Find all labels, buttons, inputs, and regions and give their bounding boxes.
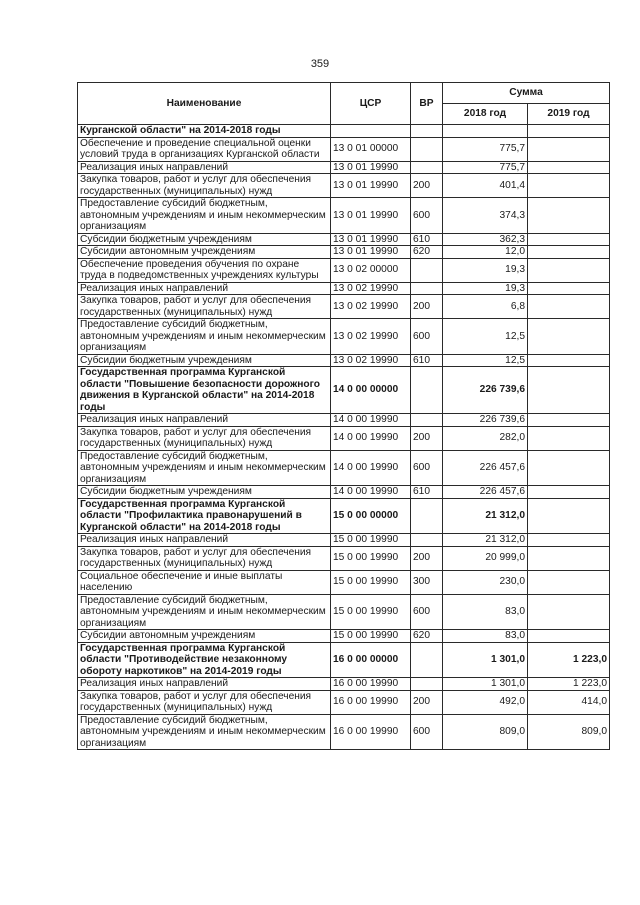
row-name: Субсидии бюджетным учреждениям bbox=[78, 354, 331, 367]
row-amount-2019 bbox=[528, 426, 610, 450]
row-amount-2019 bbox=[528, 594, 610, 630]
row-name: Предоставление субсидий бюджетным, автономным учреждениям и иным некоммерческим организациям bbox=[78, 714, 331, 750]
row-amount-2019 bbox=[528, 137, 610, 161]
row-amount-2018: 401,4 bbox=[443, 174, 528, 198]
row-vr bbox=[411, 161, 443, 174]
row-amount-2019 bbox=[528, 282, 610, 295]
row-vr bbox=[411, 534, 443, 547]
row-name: Социальное обеспечение и иные выплаты населению bbox=[78, 570, 331, 594]
row-csr: 15 0 00 00000 bbox=[331, 498, 411, 534]
table-row bbox=[78, 282, 610, 295]
row-csr: 13 0 02 00000 bbox=[331, 258, 411, 282]
header-year-2018: 2018 год bbox=[443, 104, 528, 125]
row-vr: 600 bbox=[411, 198, 443, 234]
row-amount-2018: 83,0 bbox=[443, 630, 528, 643]
row-csr: 13 0 02 19990 bbox=[331, 295, 411, 319]
row-amount-2018: 492,0 bbox=[443, 690, 528, 714]
row-vr: 200 bbox=[411, 546, 443, 570]
row-vr: 300 bbox=[411, 570, 443, 594]
row-name: Закупка товаров, работ и услуг для обеспечения государственных (муниципальных) нужд bbox=[78, 295, 331, 319]
row-amount-2019 bbox=[528, 161, 610, 174]
row-csr: 13 0 01 19990 bbox=[331, 198, 411, 234]
row-amount-2018: 775,7 bbox=[443, 137, 528, 161]
table-row bbox=[78, 174, 610, 198]
row-amount-2019 bbox=[528, 630, 610, 643]
row-amount-2018: 374,3 bbox=[443, 198, 528, 234]
row-amount-2019 bbox=[528, 125, 610, 138]
row-amount-2018: 1 301,0 bbox=[443, 642, 528, 678]
row-amount-2019 bbox=[528, 534, 610, 547]
row-name: Государственная программа Курганской области "Повышение безопасности дорожного движения в Курганской области" на 2014-2018 годы bbox=[78, 367, 331, 414]
row-name: Государственная программа Курганской области "Противодействие незаконному обороту наркотиков" на 2014-2019 годы bbox=[78, 642, 331, 678]
row-amount-2018: 775,7 bbox=[443, 161, 528, 174]
row-csr: 13 0 01 19990 bbox=[331, 174, 411, 198]
row-csr: 15 0 00 19990 bbox=[331, 546, 411, 570]
table-row bbox=[78, 198, 610, 234]
table-row bbox=[78, 354, 610, 367]
row-amount-2018: 12,0 bbox=[443, 246, 528, 259]
table-row bbox=[78, 642, 610, 678]
row-amount-2018: 230,0 bbox=[443, 570, 528, 594]
row-csr: 13 0 02 19990 bbox=[331, 319, 411, 355]
table-row bbox=[78, 714, 610, 750]
row-csr: 14 0 00 19990 bbox=[331, 414, 411, 427]
table-row bbox=[78, 534, 610, 547]
row-amount-2018: 83,0 bbox=[443, 594, 528, 630]
table-row bbox=[78, 690, 610, 714]
row-name: Реализация иных направлений bbox=[78, 414, 331, 427]
table-row bbox=[78, 125, 610, 138]
table-row bbox=[78, 486, 610, 499]
row-vr: 200 bbox=[411, 295, 443, 319]
row-amount-2019 bbox=[528, 319, 610, 355]
row-vr: 600 bbox=[411, 319, 443, 355]
row-csr: 13 0 02 19990 bbox=[331, 354, 411, 367]
row-amount-2019 bbox=[528, 570, 610, 594]
row-amount-2018: 362,3 bbox=[443, 233, 528, 246]
row-vr bbox=[411, 678, 443, 691]
row-name: Реализация иных направлений bbox=[78, 161, 331, 174]
row-vr: 200 bbox=[411, 174, 443, 198]
row-csr: 16 0 00 19990 bbox=[331, 714, 411, 750]
header-name: Наименование bbox=[78, 83, 331, 125]
row-amount-2019 bbox=[528, 450, 610, 486]
row-name: Субсидии бюджетным учреждениям bbox=[78, 486, 331, 499]
row-csr: 16 0 00 19990 bbox=[331, 678, 411, 691]
row-amount-2018: 21 312,0 bbox=[443, 534, 528, 547]
row-vr: 610 bbox=[411, 233, 443, 246]
table-row bbox=[78, 426, 610, 450]
row-vr: 600 bbox=[411, 450, 443, 486]
row-vr: 620 bbox=[411, 630, 443, 643]
row-name: Обеспечение и проведение специальной оценки условий труда в организациях Курганской области bbox=[78, 137, 331, 161]
table-body bbox=[78, 125, 610, 750]
row-vr: 600 bbox=[411, 714, 443, 750]
row-vr bbox=[411, 498, 443, 534]
row-name: Субсидии автономным учреждениям bbox=[78, 246, 331, 259]
table-header bbox=[78, 83, 610, 125]
row-csr: 15 0 00 19990 bbox=[331, 534, 411, 547]
header-vr: ВР bbox=[411, 83, 443, 125]
row-amount-2018: 226 457,6 bbox=[443, 486, 528, 499]
row-amount-2019 bbox=[528, 367, 610, 414]
row-amount-2018: 226 457,6 bbox=[443, 450, 528, 486]
row-amount-2019 bbox=[528, 233, 610, 246]
row-vr: 200 bbox=[411, 426, 443, 450]
table-row bbox=[78, 630, 610, 643]
table-row bbox=[78, 450, 610, 486]
row-csr: 16 0 00 19990 bbox=[331, 690, 411, 714]
header-year-2019: 2019 год bbox=[528, 104, 610, 125]
table-row bbox=[78, 498, 610, 534]
row-vr bbox=[411, 414, 443, 427]
table-row bbox=[78, 137, 610, 161]
row-vr bbox=[411, 367, 443, 414]
table-row bbox=[78, 367, 610, 414]
row-amount-2019 bbox=[528, 246, 610, 259]
table-row bbox=[78, 233, 610, 246]
row-name: Закупка товаров, работ и услуг для обеспечения государственных (муниципальных) нужд bbox=[78, 174, 331, 198]
table-row bbox=[78, 246, 610, 259]
row-name: Реализация иных направлений bbox=[78, 282, 331, 295]
row-csr: 15 0 00 19990 bbox=[331, 594, 411, 630]
row-amount-2019: 809,0 bbox=[528, 714, 610, 750]
row-amount-2019 bbox=[528, 546, 610, 570]
row-amount-2019 bbox=[528, 174, 610, 198]
row-csr: 16 0 00 00000 bbox=[331, 642, 411, 678]
row-vr bbox=[411, 137, 443, 161]
row-name: Предоставление субсидий бюджетным, автономным учреждениям и иным некоммерческим организациям bbox=[78, 319, 331, 355]
row-amount-2018: 19,3 bbox=[443, 258, 528, 282]
row-amount-2019 bbox=[528, 258, 610, 282]
row-amount-2019: 1 223,0 bbox=[528, 642, 610, 678]
row-csr: 13 0 01 19990 bbox=[331, 161, 411, 174]
row-csr: 15 0 00 19990 bbox=[331, 570, 411, 594]
row-amount-2018: 6,8 bbox=[443, 295, 528, 319]
row-vr: 610 bbox=[411, 354, 443, 367]
table-row bbox=[78, 319, 610, 355]
row-name: Предоставление субсидий бюджетным, автономным учреждениям и иным некоммерческим организациям bbox=[78, 594, 331, 630]
row-name: Закупка товаров, работ и услуг для обеспечения государственных (муниципальных) нужд bbox=[78, 426, 331, 450]
table-row bbox=[78, 258, 610, 282]
table-row bbox=[78, 546, 610, 570]
row-vr: 620 bbox=[411, 246, 443, 259]
row-vr bbox=[411, 642, 443, 678]
table-row bbox=[78, 570, 610, 594]
row-name: Предоставление субсидий бюджетным, автономным учреждениям и иным некоммерческим организациям bbox=[78, 198, 331, 234]
row-name: Закупка товаров, работ и услуг для обеспечения государственных (муниципальных) нужд bbox=[78, 690, 331, 714]
row-amount-2018 bbox=[443, 125, 528, 138]
header-csr: ЦСР bbox=[331, 83, 411, 125]
row-amount-2018: 19,3 bbox=[443, 282, 528, 295]
page-number: 359 bbox=[310, 58, 330, 70]
row-name: Субсидии бюджетным учреждениям bbox=[78, 233, 331, 246]
row-vr bbox=[411, 258, 443, 282]
row-amount-2018: 282,0 bbox=[443, 426, 528, 450]
table-row bbox=[78, 414, 610, 427]
row-amount-2019 bbox=[528, 414, 610, 427]
row-amount-2018: 226 739,6 bbox=[443, 414, 528, 427]
table-row bbox=[78, 161, 610, 174]
row-csr: 13 0 02 19990 bbox=[331, 282, 411, 295]
row-name: Субсидии автономным учреждениям bbox=[78, 630, 331, 643]
row-name: Закупка товаров, работ и услуг для обеспечения государственных (муниципальных) нужд bbox=[78, 546, 331, 570]
row-csr: 14 0 00 19990 bbox=[331, 426, 411, 450]
header-sum: Сумма bbox=[443, 83, 610, 104]
row-amount-2018: 809,0 bbox=[443, 714, 528, 750]
row-amount-2018: 20 999,0 bbox=[443, 546, 528, 570]
row-name: Обеспечение проведения обучения по охране труда в подведомственных учреждениях культуры bbox=[78, 258, 331, 282]
row-amount-2019 bbox=[528, 498, 610, 534]
row-name: Государственная программа Курганской области "Профилактика правонарушений в Курганской области" на 2014-2018 годы bbox=[78, 498, 331, 534]
row-amount-2018: 226 739,6 bbox=[443, 367, 528, 414]
row-amount-2018: 12,5 bbox=[443, 319, 528, 355]
row-amount-2019 bbox=[528, 486, 610, 499]
row-csr: 13 0 01 19990 bbox=[331, 233, 411, 246]
table-row bbox=[78, 594, 610, 630]
row-amount-2019 bbox=[528, 354, 610, 367]
budget-table bbox=[77, 82, 610, 750]
row-csr: 14 0 00 19990 bbox=[331, 450, 411, 486]
row-amount-2019: 1 223,0 bbox=[528, 678, 610, 691]
row-amount-2019 bbox=[528, 198, 610, 234]
row-vr: 600 bbox=[411, 594, 443, 630]
row-vr: 610 bbox=[411, 486, 443, 499]
row-amount-2018: 12,5 bbox=[443, 354, 528, 367]
row-name: Реализация иных направлений bbox=[78, 678, 331, 691]
row-vr bbox=[411, 282, 443, 295]
row-csr: 13 0 01 19990 bbox=[331, 246, 411, 259]
row-amount-2019: 414,0 bbox=[528, 690, 610, 714]
table-row bbox=[78, 678, 610, 691]
row-csr bbox=[331, 125, 411, 138]
row-amount-2018: 21 312,0 bbox=[443, 498, 528, 534]
row-amount-2019 bbox=[528, 295, 610, 319]
row-amount-2018: 1 301,0 bbox=[443, 678, 528, 691]
row-csr: 14 0 00 00000 bbox=[331, 367, 411, 414]
table-row bbox=[78, 295, 610, 319]
row-vr: 200 bbox=[411, 690, 443, 714]
row-name: Предоставление субсидий бюджетным, автономным учреждениям и иным некоммерческим организациям bbox=[78, 450, 331, 486]
row-csr: 14 0 00 19990 bbox=[331, 486, 411, 499]
row-csr: 15 0 00 19990 bbox=[331, 630, 411, 643]
row-vr bbox=[411, 125, 443, 138]
row-name: Курганской области" на 2014-2018 годы bbox=[78, 125, 331, 138]
row-csr: 13 0 01 00000 bbox=[331, 137, 411, 161]
row-name: Реализация иных направлений bbox=[78, 534, 331, 547]
